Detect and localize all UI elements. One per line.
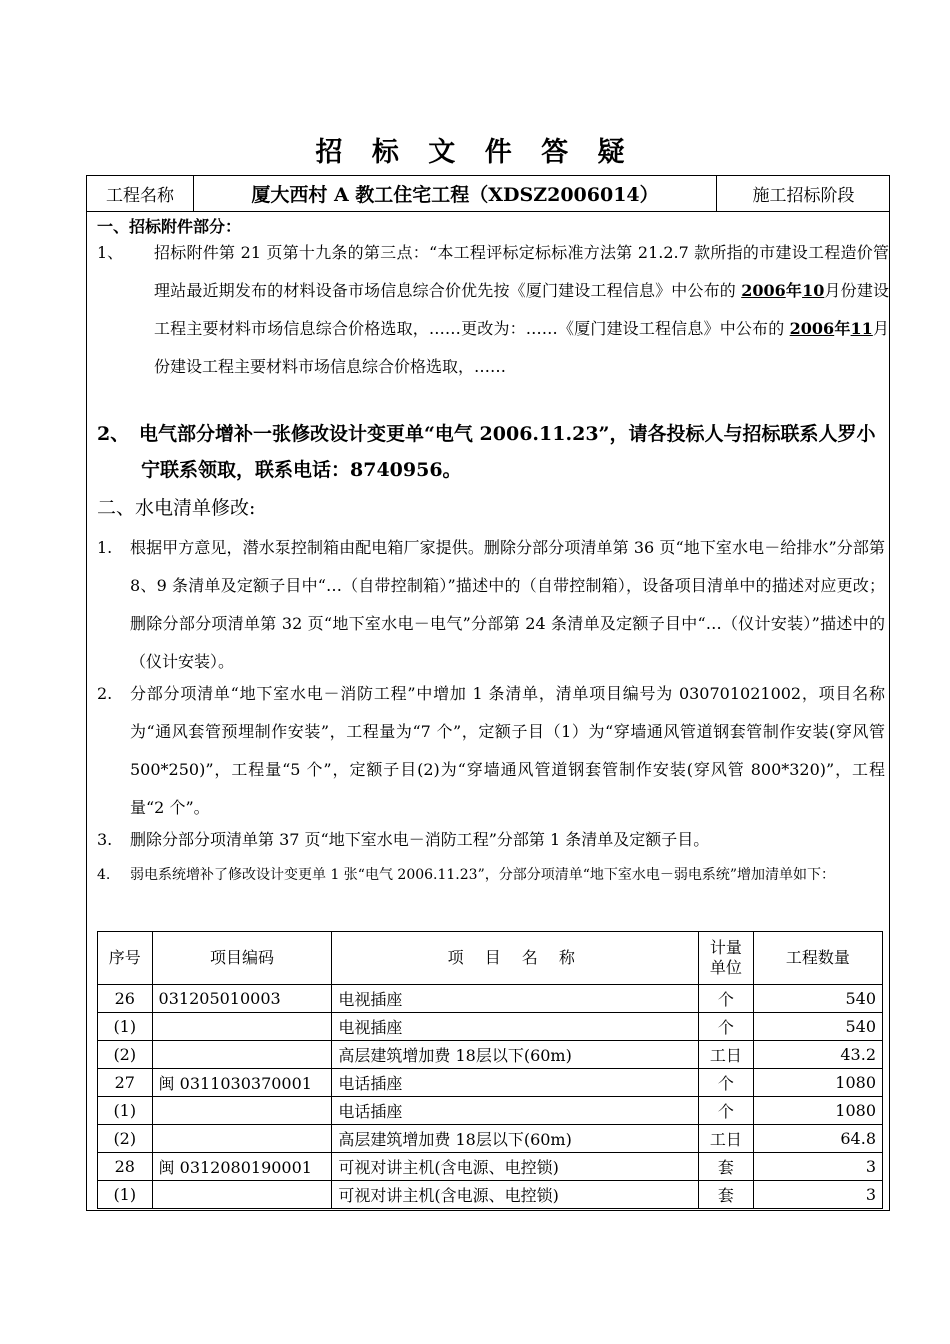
col-header-qty: 工程数量 (753, 932, 882, 985)
text-part: 月份建设工程主要材料市场信息综合价格选取，…… (154, 319, 889, 376)
cell-code (152, 1125, 332, 1153)
item-text: 弱电系统增补了修改设计变更单 1 张“电气 2006.11.23”，分部分项清单“地下室水电－弱电系统”增加清单如下： (130, 867, 836, 883)
cell-no: (2) (98, 1041, 153, 1069)
cell-code: 031205010003 (152, 985, 332, 1013)
text-part: 招标附件第 21 页第十九条的第三点：“本工程评标定标标准方法第 21.2.7 款所指的市建设工程造价管理站最近期发布的材料设备市场信息综合价优先按《厦门建设工程信息》中公布的 (154, 243, 889, 300)
cell-no: (1) (98, 1097, 153, 1125)
year-new: 2006 (789, 319, 835, 338)
table-row (98, 1181, 883, 1209)
cell-code: 闽 0311030370001 (152, 1069, 332, 1097)
col-header-code: 项目编码 (152, 932, 332, 985)
cell-name: 电话插座 (332, 1069, 699, 1097)
cell-no: (2) (98, 1125, 153, 1153)
cell-code (152, 1013, 332, 1041)
item-text: 删除分部分项清单第 37 页“地下室水电－消防工程”分部第 1 条清单及定额子目。 (130, 830, 710, 849)
col-header-unit: 计量单位 (699, 932, 754, 985)
project-name-label: 工程名称 (87, 176, 194, 212)
col-header-name: 项 目 名 称 (332, 932, 699, 985)
item-text (154, 234, 889, 386)
cell-qty: 1080 (753, 1097, 882, 1125)
text-year: 年 (785, 281, 803, 300)
cell-qty: 3 (753, 1153, 882, 1181)
cell-name: 可视对讲主机(含电源、电控锁) (332, 1181, 699, 1209)
cell-qty: 3 (753, 1181, 882, 1209)
item-text: 电气部分增补一张修改设计变更单“电气 2006.11.23”，请各投标人与招标联系人罗小宁联系领取，联系电话：8740956。 (139, 423, 876, 481)
cell-unit: 个 (699, 1097, 754, 1125)
cell-code (152, 1041, 332, 1069)
item-number: 1、 (97, 243, 124, 262)
text-part: 月份建设工程主要材料市场信息综合价格选取，……更改为：……《厦门建设工程信息》中公布的 (154, 281, 889, 338)
cell-qty: 64.8 (753, 1125, 882, 1153)
item-number: 3. (97, 830, 113, 849)
text-year: 年 (834, 319, 851, 338)
cell-no: 28 (98, 1153, 153, 1181)
cell-unit: 工日 (699, 1125, 754, 1153)
cell-no: (1) (98, 1013, 153, 1041)
col-header-no: 序号 (98, 932, 153, 985)
table-row (98, 1153, 883, 1181)
cell-unit: 个 (699, 1069, 754, 1097)
cell-qty: 43.2 (753, 1041, 882, 1069)
cell-unit: 个 (699, 985, 754, 1013)
cell-qty: 540 (753, 985, 882, 1013)
item-number: 4. (97, 867, 111, 883)
cell-code: 闽 0312080190001 (152, 1153, 332, 1181)
cell-no: 26 (98, 985, 153, 1013)
item-text: 根据甲方意见，潜水泵控制箱由配电箱厂家提供。删除分部分项清单第 36 页“地下室水电－给排水”分部第 8、9 条清单及定额子目中“…（自带控制箱）”描述中的（自带控制箱），设备项目清单中的描述对应更改；删除分部分项清单第 32 页“地下室水电－电气”分部第 24 条清单及定额子目中“…（仪计安装）”描述中的（仪计安装）。 (130, 538, 885, 671)
cell-no: 27 (98, 1069, 153, 1097)
cell-name: 电视插座 (332, 985, 699, 1013)
month-new: 11 (850, 319, 873, 338)
cell-unit: 个 (699, 1013, 754, 1041)
qa-form (86, 175, 890, 1211)
cell-name: 电视插座 (332, 1013, 699, 1041)
section2-heading: 二、水电清单修改: (97, 497, 256, 519)
cell-code (152, 1097, 332, 1125)
table-row (98, 1125, 883, 1153)
cell-unit: 工日 (699, 1041, 754, 1069)
bill-table (97, 931, 883, 1209)
cell-name: 电话插座 (332, 1097, 699, 1125)
cell-name: 高层建筑增加费 18层以下(60m) (332, 1125, 699, 1153)
month-old: 10 (802, 281, 825, 300)
item-number: 2. (97, 684, 113, 703)
table-row (98, 1041, 883, 1069)
table-header-row (98, 932, 883, 985)
project-name-value: 厦大西村 A 教工住宅工程（XDSZ2006014） (194, 176, 717, 212)
cell-name: 可视对讲主机(含电源、电控锁) (332, 1153, 699, 1181)
table-row (98, 985, 883, 1013)
item-text: 分部分项清单“地下室水电－消防工程”中增加 1 条清单，清单项目编号为 030701021002，项目名称为“通风套管预埋制作安装”，工程量为“7 个”，定额子目（1）为“穿墙通风管道钢套管制作安装(穿风管 500*250)”，工程量“5 个”，定额子目(2)为“穿墙通风管道钢套管制作安装(穿风管 800*320)”，工程量“2 个”。 (130, 684, 885, 817)
cell-qty: 540 (753, 1013, 882, 1041)
cell-code (152, 1181, 332, 1209)
cell-unit: 套 (699, 1153, 754, 1181)
page-title: 招 标 文 件 答 疑 (315, 137, 635, 168)
cell-name: 高层建筑增加费 18层以下(60m) (332, 1041, 699, 1069)
item-number: 1. (97, 538, 113, 557)
table-row (98, 1013, 883, 1041)
cell-qty: 1080 (753, 1069, 882, 1097)
cell-no: (1) (98, 1181, 153, 1209)
table-row (98, 1069, 883, 1097)
table-row (98, 1097, 883, 1125)
cell-unit: 套 (699, 1181, 754, 1209)
year-old: 2006 (741, 281, 786, 300)
bid-stage: 施工招标阶段 (717, 176, 890, 212)
section1-heading: 一、招标附件部分： (97, 217, 242, 236)
item-number: 2、 (97, 423, 130, 445)
